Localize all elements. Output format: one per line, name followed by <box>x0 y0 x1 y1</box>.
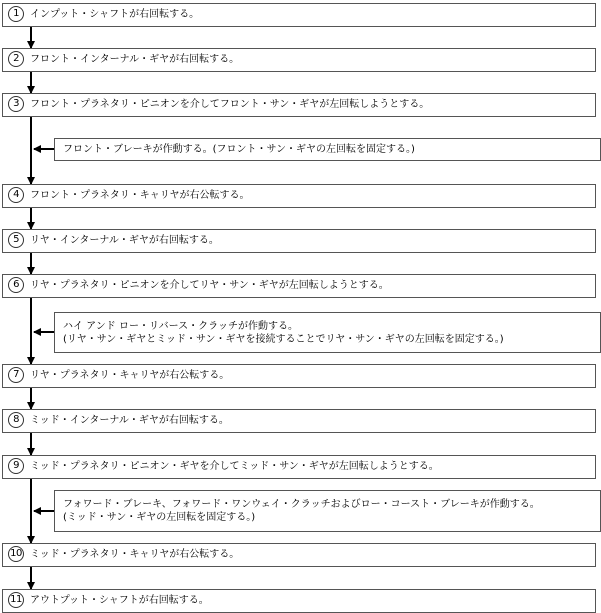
note-3-line-2: (ミッド・サン・ギヤの左回転を固定する。) <box>63 512 256 523</box>
step-text-11: アウトプット・シャフトが右回転する。 <box>30 595 209 606</box>
step-number-6: 6 <box>8 277 24 293</box>
step-text-10: ミッド・プラネタリ・キャリヤが右公転する。 <box>30 549 240 560</box>
step-box-11 <box>2 589 596 613</box>
step-text-6: リヤ・プラネタリ・ピニオンを介してリヤ・サン・ギヤが左回転しようとする。 <box>30 280 389 291</box>
step-text-4: フロント・プラネタリ・キャリヤが右公転する。 <box>30 190 250 201</box>
step-number-3: 3 <box>8 96 24 112</box>
step-text-2: フロント・インターナル・ギヤが右回転する。 <box>30 54 240 65</box>
step-box-3 <box>2 93 596 117</box>
step-text-5: リヤ・インターナル・ギヤが右回転する。 <box>30 235 219 246</box>
step-text-3: フロント・プラネタリ・ピニオンを介してフロント・サン・ギヤが左回転しようとする。 <box>30 99 430 110</box>
step-box-6 <box>2 274 596 298</box>
step-number-10: 10 <box>8 546 24 562</box>
note-box-2 <box>54 312 601 353</box>
step-number-1: 1 <box>8 6 24 22</box>
note-box-3 <box>54 490 601 532</box>
step-number-7: 7 <box>8 367 24 383</box>
step-text-7: リヤ・プラネタリ・キャリヤが右公転する。 <box>30 370 230 381</box>
step-box-10 <box>2 543 596 567</box>
step-box-4 <box>2 184 596 208</box>
step-number-9: 9 <box>8 458 24 474</box>
step-text-9: ミッド・プラネタリ・ピニオン・ギヤを介してミッド・サン・ギヤが左回転しようとする。 <box>30 461 439 472</box>
step-number-5: 5 <box>8 232 24 248</box>
step-box-9 <box>2 455 596 479</box>
step-text-1: インプット・シャフトが右回転する。 <box>30 9 200 20</box>
step-number-2: 2 <box>8 51 24 67</box>
step-box-8 <box>2 409 596 433</box>
note-1-line-1: フロント・ブレーキが作動する。(フロント・サン・ギヤの左回転を固定する。) <box>63 144 415 155</box>
note-3-line-1: フォワード・ブレーキ、フォワード・ワンウェイ・クラッチおよびロー・コースト・ブレーキが作動する。 <box>63 499 540 510</box>
step-text-8: ミッド・インターナル・ギヤが右回転する。 <box>30 415 229 426</box>
note-2-line-1: ハイ アンド ロー・リバース・クラッチが作動する。 <box>63 321 298 332</box>
step-number-8: 8 <box>8 412 24 428</box>
step-number-4: 4 <box>8 187 24 203</box>
note-2-line-2: (リヤ・サン・ギヤとミッド・サン・ギヤを接続することでリヤ・サン・ギヤの左回転を固定する。) <box>63 334 504 345</box>
step-number-11: 11 <box>8 592 24 608</box>
step-box-1 <box>2 3 596 27</box>
step-box-7 <box>2 364 596 388</box>
step-box-2 <box>2 48 596 72</box>
step-box-5 <box>2 229 596 253</box>
note-box-1 <box>54 138 601 161</box>
